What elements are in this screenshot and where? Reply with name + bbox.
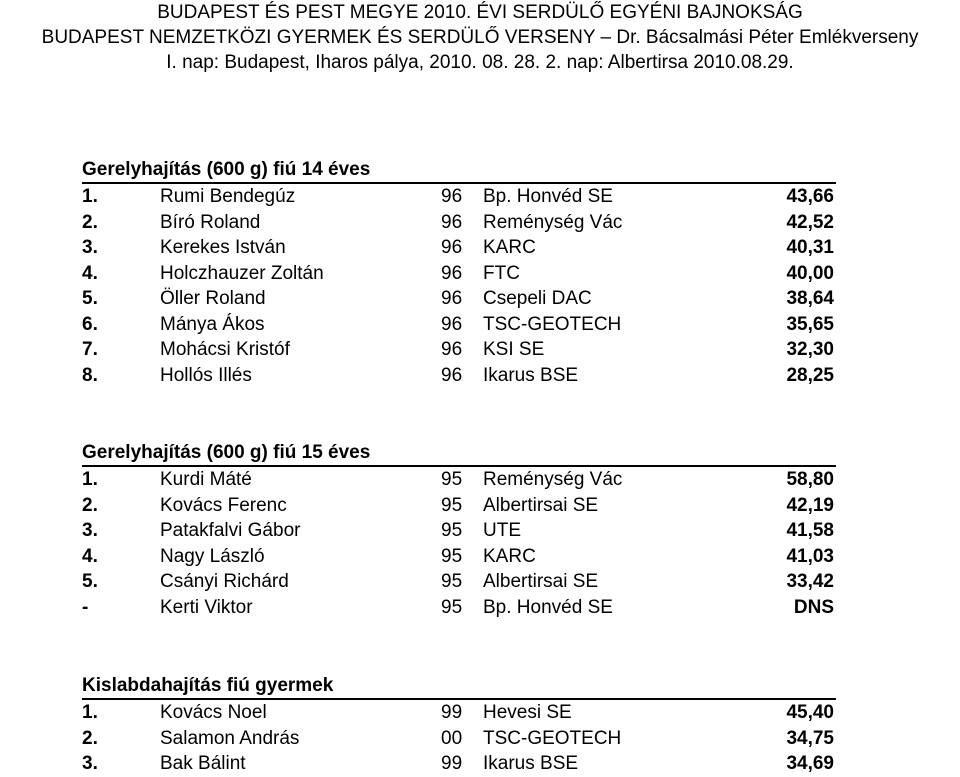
table-row (82, 184, 836, 210)
club: Albertirsai SE (483, 494, 599, 516)
table-row (82, 726, 836, 752)
athlete-name: Bak Bálint (160, 753, 246, 774)
result: 58,80 (786, 469, 834, 490)
rank: - (82, 596, 89, 618)
birth-year: 96 (441, 211, 463, 233)
birth-year: 95 (441, 571, 463, 592)
rank: 1. (82, 469, 98, 490)
section-title: Kislabdahajítás fiú gyermek (82, 675, 334, 696)
club: Bp. Honvéd SE (483, 596, 613, 618)
results-table (82, 182, 836, 388)
birth-year: 95 (441, 469, 463, 490)
results-table (82, 465, 836, 620)
header-venue-line: I. nap: Budapest, Iharos pálya, 2010. 08. 28. 2. nap: Albertirsa 2010.08.29. (166, 52, 794, 73)
rank: 3. (82, 237, 98, 258)
rank: 2. (82, 494, 98, 516)
table-row (82, 235, 836, 261)
club: Albertirsai SE (483, 571, 599, 592)
table-row (82, 312, 836, 338)
birth-year: 96 (441, 186, 463, 207)
results-section-javelin-14 (82, 157, 834, 388)
rank: 6. (82, 313, 98, 335)
birth-year: 96 (441, 237, 463, 258)
rank: 4. (82, 262, 98, 284)
result: 40,00 (786, 262, 834, 284)
club: Hevesi SE (483, 702, 572, 723)
athlete-name: Mohácsi Kristóf (160, 339, 290, 360)
birth-year: 96 (441, 364, 463, 386)
result: 45,40 (786, 702, 834, 723)
rank: 3. (82, 520, 98, 541)
result: 42,52 (786, 211, 834, 233)
rank: 4. (82, 545, 98, 567)
athlete-name: Patakfalvi Gábor (160, 520, 301, 541)
table-row (82, 569, 836, 595)
rank: 2. (82, 211, 98, 233)
birth-year: 95 (441, 494, 463, 516)
result: 40,31 (786, 237, 834, 258)
result: 34,69 (786, 753, 834, 774)
table-row (82, 493, 836, 519)
birth-year: 99 (441, 702, 463, 723)
club: Ikarus BSE (483, 364, 579, 386)
athlete-name: Rumi Bendegúz (160, 186, 296, 207)
club: Reménység Vác (483, 211, 623, 233)
table-row (82, 700, 836, 726)
rank: 5. (82, 571, 98, 592)
birth-year: 95 (441, 545, 463, 567)
rank: 8. (82, 364, 98, 386)
athlete-name: Mánya Ákos (160, 313, 265, 335)
rank: 3. (82, 753, 98, 774)
athlete-name: Nagy László (160, 545, 265, 567)
result: 43,66 (786, 186, 834, 207)
athlete-name: Kovács Ferenc (160, 494, 287, 516)
club: Ikarus BSE (483, 753, 579, 774)
club: Reménység Vác (483, 469, 623, 490)
club: KSI SE (483, 339, 545, 360)
table-row (82, 544, 836, 570)
birth-year: 96 (441, 313, 463, 335)
athlete-name: Öller Roland (160, 288, 266, 309)
document-header (0, 0, 960, 75)
club: Csepeli DAC (483, 288, 592, 309)
result: 33,42 (786, 571, 834, 592)
club: Bp. Honvéd SE (483, 186, 613, 207)
result: DNS (793, 596, 834, 618)
results-section-ball-throw (82, 673, 834, 777)
rank: 5. (82, 288, 98, 309)
club: TSC-GEOTECH (483, 313, 622, 335)
athlete-name: Bíró Roland (160, 211, 261, 233)
birth-year: 95 (441, 520, 463, 541)
result: 42,19 (786, 494, 834, 516)
rank: 2. (82, 727, 98, 749)
birth-year: 00 (441, 727, 463, 749)
club: UTE (483, 520, 521, 541)
table-row (82, 518, 836, 544)
table-row (82, 467, 836, 493)
result: 28,25 (786, 364, 834, 386)
birth-year: 99 (441, 753, 463, 774)
section-title: Gerelyhajítás (600 g) fiú 14 éves (82, 159, 371, 180)
athlete-name: Kovács Noel (160, 702, 267, 723)
table-row (82, 363, 836, 389)
result: 41,58 (786, 520, 834, 541)
athlete-name: Kerti Viktor (160, 596, 253, 618)
athlete-name: Kerekes István (160, 237, 286, 258)
result: 41,03 (786, 545, 834, 567)
athlete-name: Hollós Illés (160, 364, 252, 386)
rank: 1. (82, 186, 98, 207)
athlete-name: Salamon András (160, 727, 300, 749)
table-row (82, 337, 836, 363)
header-title-line: BUDAPEST ÉS PEST MEGYE 2010. ÉVI SERDÜLŐ EGYÉNI BAJNOKSÁG (157, 2, 803, 23)
rank: 1. (82, 702, 98, 723)
athlete-name: Csányi Richárd (160, 571, 289, 592)
birth-year: 96 (441, 339, 463, 360)
club: KARC (483, 237, 536, 258)
athlete-name: Kurdi Máté (160, 469, 252, 490)
result: 34,75 (786, 727, 834, 749)
result: 35,65 (786, 313, 834, 335)
club: FTC (483, 262, 520, 284)
rank: 7. (82, 339, 98, 360)
birth-year: 95 (441, 596, 463, 618)
result: 38,64 (786, 288, 834, 309)
table-row (82, 595, 836, 621)
birth-year: 96 (441, 262, 463, 284)
table-row (82, 210, 836, 236)
birth-year: 96 (441, 288, 463, 309)
section-title: Gerelyhajítás (600 g) fiú 15 éves (82, 442, 371, 463)
header-event-line: BUDAPEST NEMZETKÖZI GYERMEK ÉS SERDÜLŐ VERSENY – Dr. Bácsalmási Péter Emlékverseny (41, 27, 919, 48)
table-row (82, 751, 836, 777)
result: 32,30 (786, 339, 834, 360)
athlete-name: Holczhauzer Zoltán (160, 262, 324, 284)
results-section-javelin-15 (82, 440, 834, 620)
results-table (82, 698, 836, 777)
club: KARC (483, 545, 536, 567)
club: TSC-GEOTECH (483, 727, 622, 749)
table-row (82, 261, 836, 287)
table-row (82, 286, 836, 312)
